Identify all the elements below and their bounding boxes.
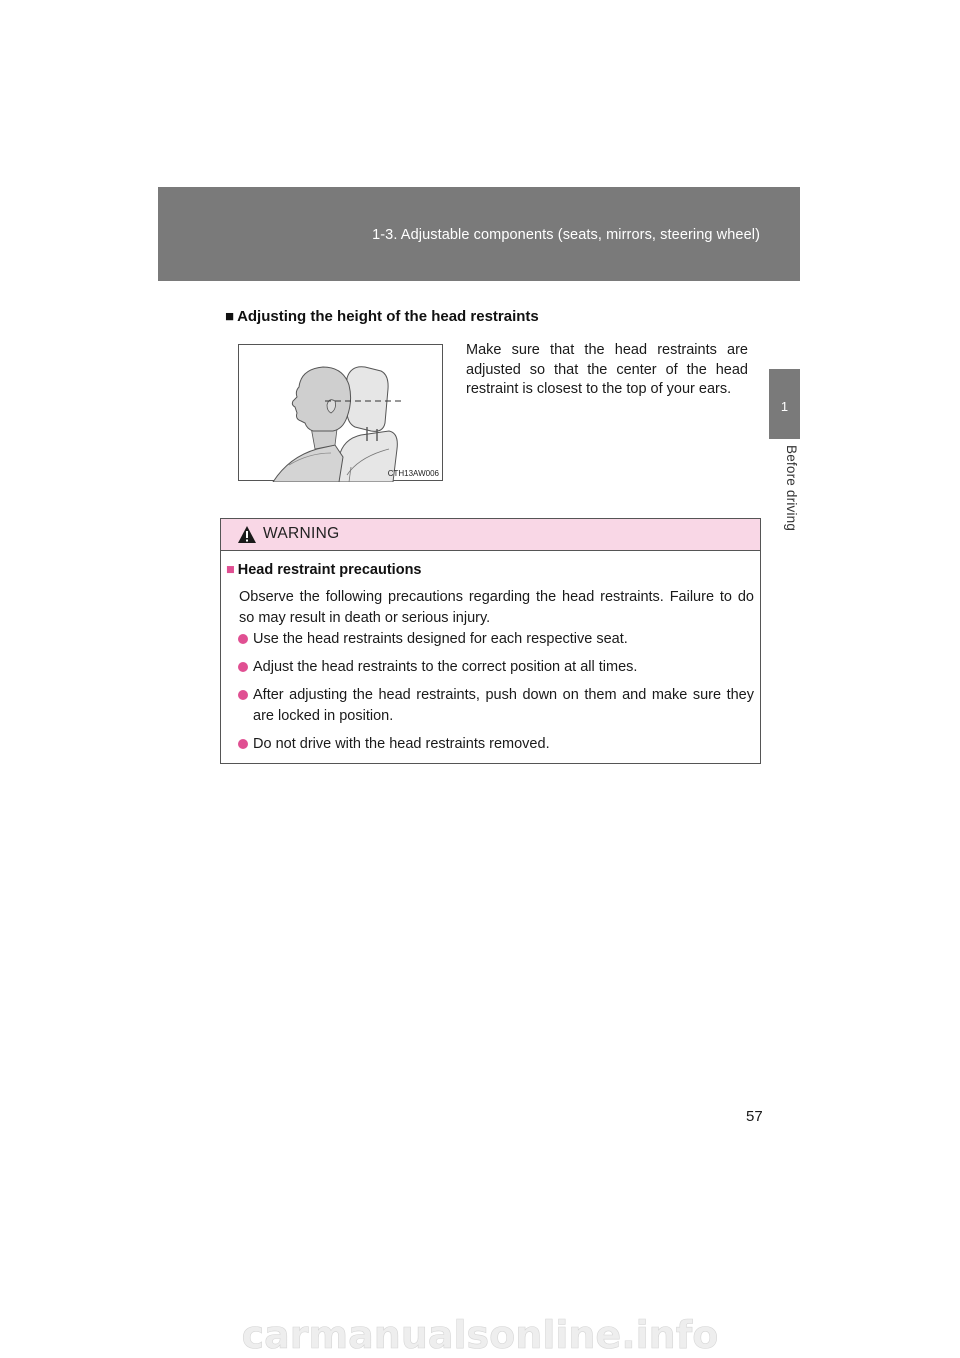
warning-heading-text: Head restraint precautions <box>237 562 422 578</box>
section-heading <box>225 308 539 325</box>
list-item <box>236 657 754 678</box>
warning-title: WARNING <box>263 525 340 542</box>
bullet-dot-icon <box>238 634 248 644</box>
watermark-text: carmanualsonline.info <box>241 1313 719 1357</box>
warning-list <box>236 629 754 762</box>
bullet-dot-icon <box>238 690 248 700</box>
list-item-text: Do not drive with the head restraints removed. <box>253 736 550 752</box>
bullet-dot-icon <box>238 662 248 672</box>
page-number: 57 <box>746 1108 763 1125</box>
chapter-section-title: 1-3. Adjustable components (seats, mirrors, steering wheel) <box>372 227 760 243</box>
section-heading-text: Adjusting the height of the head restraints <box>237 308 539 325</box>
list-item <box>236 685 754 727</box>
instruction-text: Make sure that the head restraints are adjusted so that the center of the head restraint is closest to the top of your ears. <box>466 342 748 397</box>
watermark-logo <box>0 1300 960 1358</box>
warning-heading <box>226 562 422 578</box>
list-item-text: Adjust the head restraints to the correct position at all times. <box>253 659 638 675</box>
warning-triangle-icon <box>238 526 256 543</box>
list-item-text: After adjusting the head restraints, push down on them and make sure they are locked in position. <box>253 687 754 724</box>
heading-square-icon: ■ <box>225 308 235 325</box>
list-item-text: Use the head restraints designed for each respective seat. <box>253 631 628 647</box>
list-item <box>236 629 754 650</box>
chapter-side-label: Before driving <box>784 445 799 532</box>
head-silhouette-illustration <box>239 345 444 482</box>
figure-code: CTH13AW006 <box>387 469 439 478</box>
warning-box <box>220 518 761 764</box>
chapter-number: 1 <box>780 399 789 414</box>
heading-square-icon: ■ <box>226 562 235 578</box>
warning-header <box>221 519 760 551</box>
chapter-side-tab <box>769 369 800 439</box>
bullet-dot-icon <box>238 739 248 749</box>
warning-intro: Observe the following precautions regarding the head restraints. Failure to do so may result in death or serious injury. <box>239 589 754 626</box>
chapter-header-band <box>158 187 800 281</box>
list-item <box>236 734 754 755</box>
head-restraint-illustration <box>238 344 443 481</box>
